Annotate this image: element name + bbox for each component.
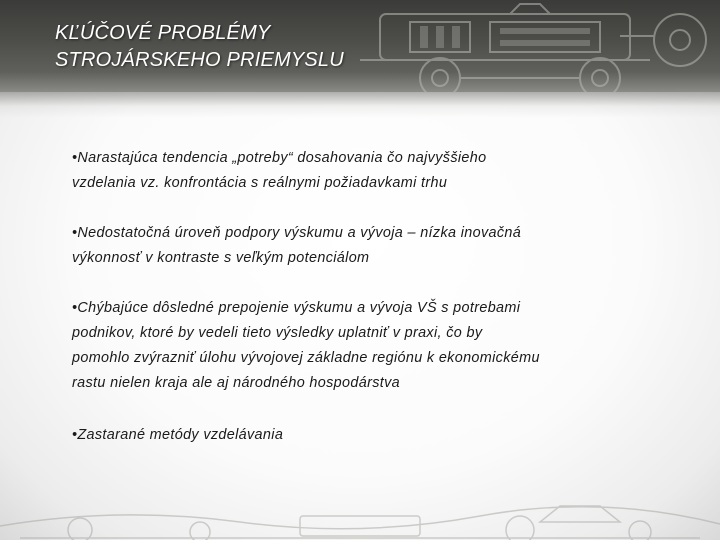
bullet-line: výkonnosť v kontraste s veľkým potenciálom bbox=[72, 250, 370, 266]
footer-machinery-illustration bbox=[0, 486, 720, 540]
bullet-line: •Narastajúca tendencia „potreby“ dosahovania čo najvyššieho bbox=[72, 150, 487, 166]
header-fade bbox=[0, 92, 720, 118]
title-line-2: STROJÁRSKEHO PRIEMYSLU bbox=[55, 49, 344, 71]
bullet-line: •Zastarané metódy vzdelávania bbox=[72, 427, 284, 443]
header-band bbox=[0, 0, 720, 92]
bullet-line: •Chýbajúce dôsledné prepojenie výskumu a vývoja VŠ s potrebami bbox=[72, 300, 521, 316]
bullet-line: podnikov, ktoré by vedeli tieto výsledky uplatniť v praxi, čo by bbox=[72, 325, 483, 341]
bullet-item bbox=[72, 146, 632, 196]
bullet-line: vzdelania vz. konfrontácia s reálnymi požiadavkami trhu bbox=[72, 175, 448, 191]
title-line-1: KĽÚČOVÉ PROBLÉMY bbox=[55, 22, 271, 44]
bullet-list bbox=[72, 146, 632, 448]
bullet-item bbox=[72, 221, 632, 271]
bullet-item bbox=[72, 423, 632, 448]
bullet-line: •Nedostatočná úroveň podpory výskumu a vývoja – nízka inovačná bbox=[72, 225, 522, 241]
bullet-item bbox=[72, 296, 632, 396]
machinery-illustration bbox=[320, 0, 720, 92]
bullet-line: rastu nielen kraja ale aj národného hospodárstva bbox=[72, 375, 401, 391]
slide-title bbox=[55, 20, 344, 74]
bullet-line: pomohlo zvýrazniť úlohu vývojovej základne regiónu k ekonomickému bbox=[72, 350, 540, 366]
